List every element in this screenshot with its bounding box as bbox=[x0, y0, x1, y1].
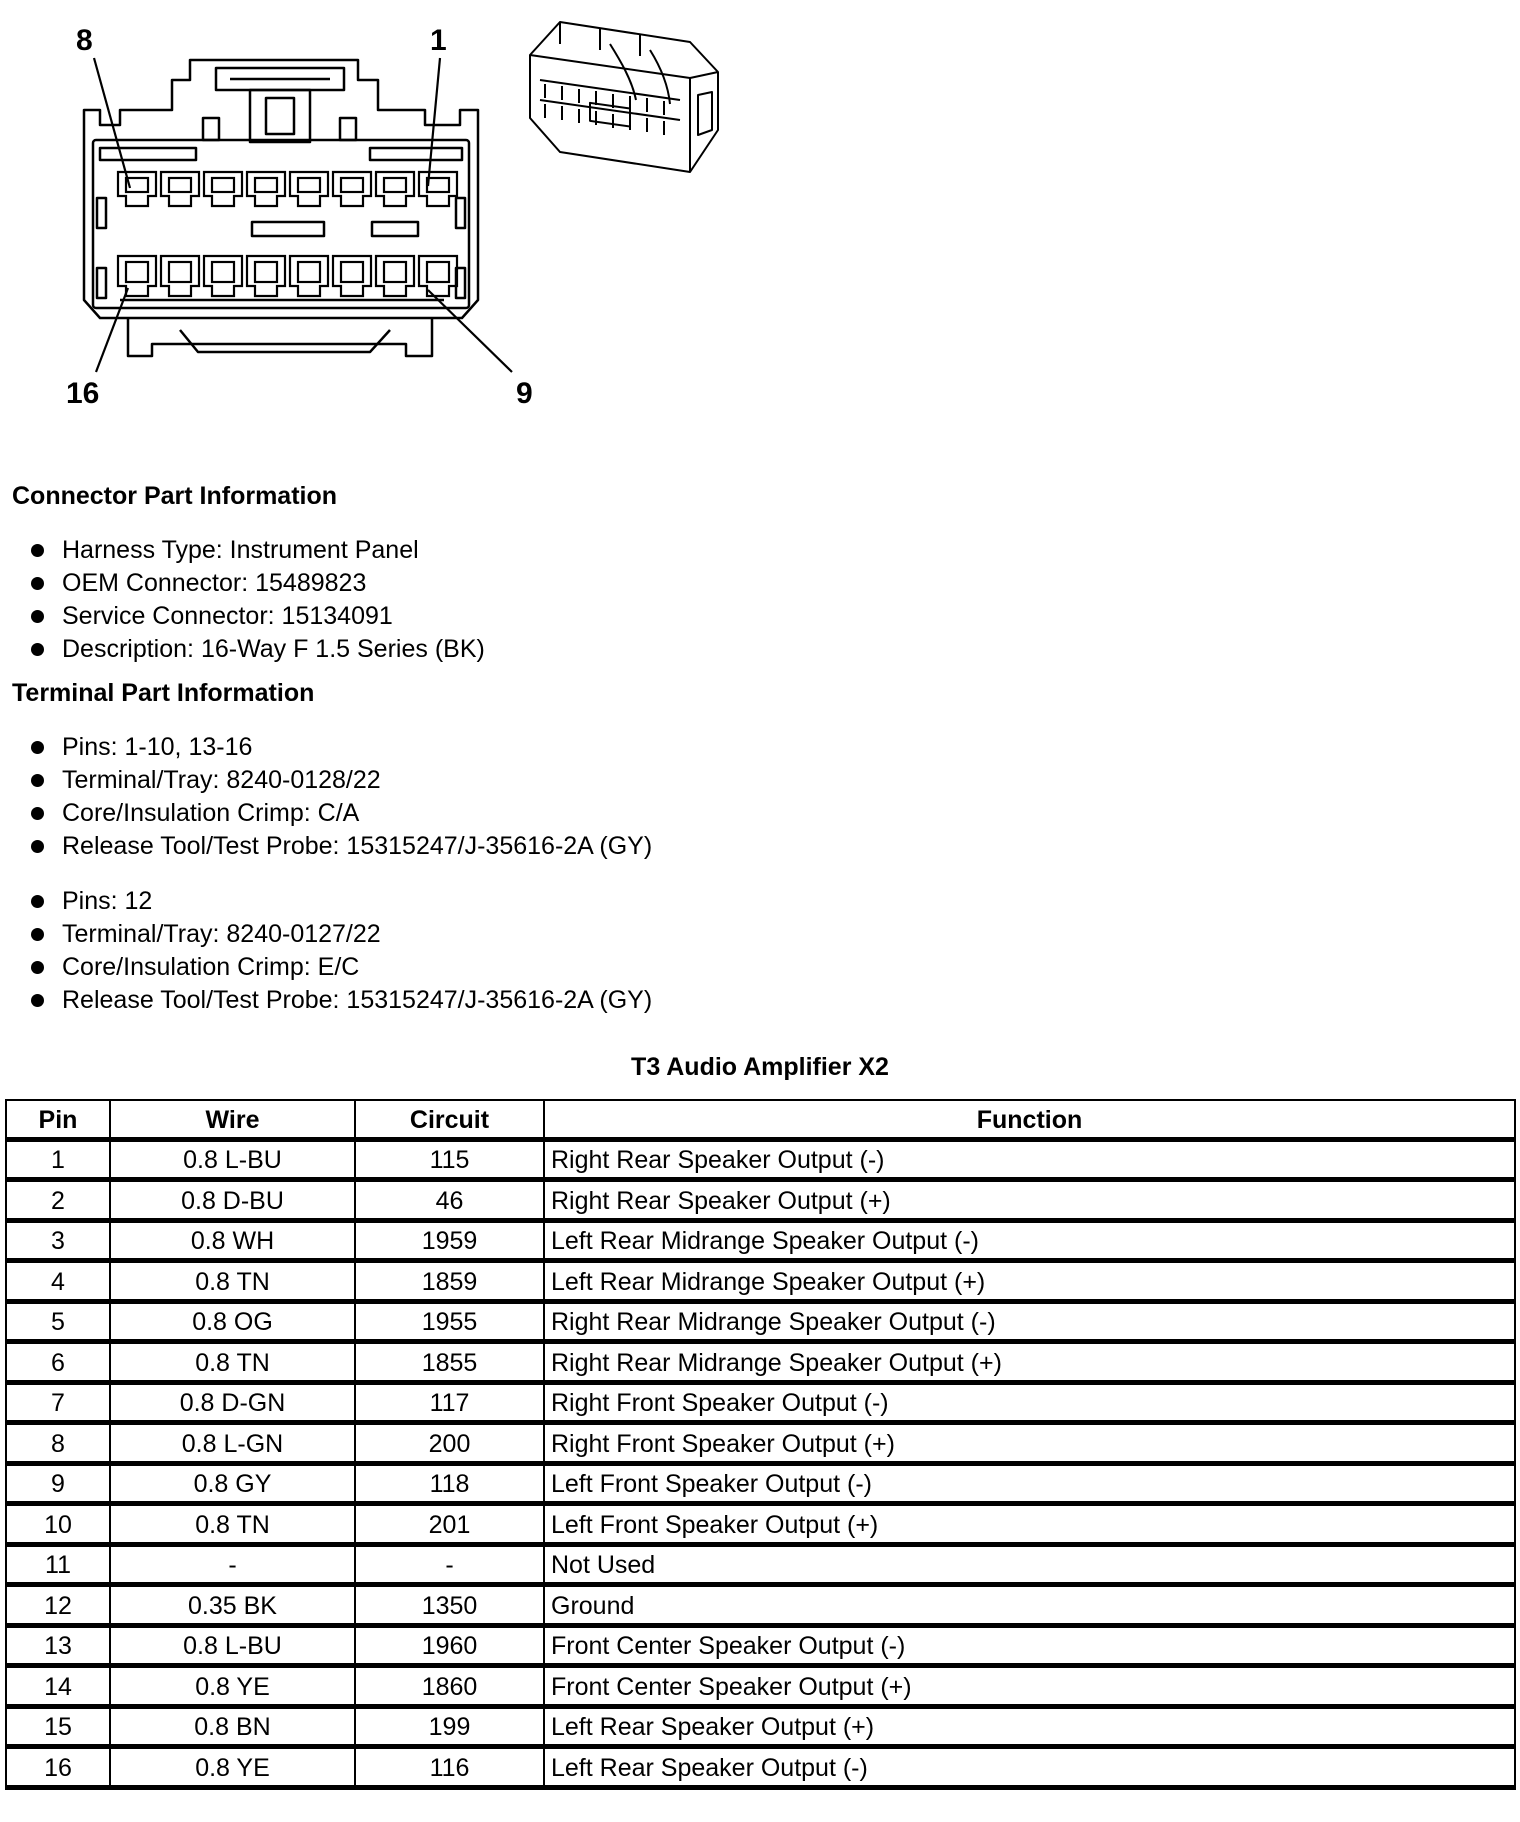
cell-circuit: 118 bbox=[355, 1465, 544, 1506]
cell-wire: 0.35 BK bbox=[110, 1586, 355, 1627]
cell-circuit: 116 bbox=[355, 1748, 544, 1789]
cell-pin: 1 bbox=[6, 1141, 110, 1182]
cell-circuit: 1350 bbox=[355, 1586, 544, 1627]
pin-label-8: 8 bbox=[76, 24, 93, 57]
cell-wire: 0.8 L-BU bbox=[110, 1141, 355, 1182]
cell-circuit: 1855 bbox=[355, 1343, 544, 1384]
table-row bbox=[6, 1627, 1515, 1668]
bullet-icon bbox=[31, 961, 44, 974]
cell-pin: 2 bbox=[6, 1181, 110, 1222]
cell-wire: 0.8 BN bbox=[110, 1708, 355, 1749]
table-header-row bbox=[6, 1100, 1515, 1141]
cell-wire: 0.8 YE bbox=[110, 1667, 355, 1708]
terminal-info-item: Terminal/Tray: 8240-0128/22 bbox=[28, 764, 652, 797]
terminal-cavity bbox=[204, 172, 242, 206]
terminal-cavity bbox=[161, 256, 199, 296]
bullet-icon bbox=[31, 994, 44, 1007]
connector-info-item: Description: 16-Way F 1.5 Series (BK) bbox=[28, 633, 485, 666]
cell-wire: 0.8 OG bbox=[110, 1303, 355, 1344]
terminal-cavity bbox=[419, 172, 457, 206]
cell-circuit: 46 bbox=[355, 1181, 544, 1222]
terminal-cavity bbox=[290, 256, 328, 296]
connector-info-list bbox=[28, 534, 485, 666]
terminal-cavity bbox=[118, 172, 156, 206]
connector-info-item: Harness Type: Instrument Panel bbox=[28, 534, 485, 567]
cell-pin: 7 bbox=[6, 1384, 110, 1425]
table-row bbox=[6, 1181, 1515, 1222]
table-row bbox=[6, 1141, 1515, 1182]
cell-wire: 0.8 YE bbox=[110, 1748, 355, 1789]
terminal-info-item: Core/Insulation Crimp: C/A bbox=[28, 797, 652, 830]
header-function: Function bbox=[544, 1100, 1515, 1141]
terminal-info-list-1 bbox=[28, 731, 652, 863]
bullet-icon bbox=[31, 895, 44, 908]
table-row bbox=[6, 1424, 1515, 1465]
bullet-icon bbox=[31, 774, 44, 787]
cell-circuit: 115 bbox=[355, 1141, 544, 1182]
pin-label-1: 1 bbox=[430, 24, 447, 57]
cell-pin: 4 bbox=[6, 1262, 110, 1303]
cell-circuit: 1859 bbox=[355, 1262, 544, 1303]
terminal-info-item: Pins: 1-10, 13-16 bbox=[28, 731, 652, 764]
table-row bbox=[6, 1343, 1515, 1384]
cell-pin: 14 bbox=[6, 1667, 110, 1708]
bullet-icon bbox=[31, 610, 44, 623]
header-circuit: Circuit bbox=[355, 1100, 544, 1141]
terminal-info-item: Pins: 12 bbox=[28, 885, 652, 918]
table-row bbox=[6, 1748, 1515, 1789]
bullet-icon bbox=[31, 544, 44, 557]
pin-label-9: 9 bbox=[516, 377, 533, 410]
connector-iso-view bbox=[530, 22, 718, 172]
cell-pin: 10 bbox=[6, 1505, 110, 1546]
cell-function: Left Rear Midrange Speaker Output (+) bbox=[544, 1262, 1515, 1303]
terminal-cavity bbox=[290, 172, 328, 206]
table-title: T3 Audio Amplifier X2 bbox=[631, 1053, 889, 1081]
cell-function: Not Used bbox=[544, 1546, 1515, 1587]
bullet-icon bbox=[31, 577, 44, 590]
cell-circuit: 201 bbox=[355, 1505, 544, 1546]
cell-pin: 9 bbox=[6, 1465, 110, 1506]
bullet-icon bbox=[31, 643, 44, 656]
cell-pin: 15 bbox=[6, 1708, 110, 1749]
cell-wire: 0.8 D-BU bbox=[110, 1181, 355, 1222]
terminal-info-title: Terminal Part Information bbox=[12, 679, 315, 707]
table-row bbox=[6, 1708, 1515, 1749]
terminal-cavity bbox=[247, 172, 285, 206]
cell-function: Left Front Speaker Output (-) bbox=[544, 1465, 1515, 1506]
cell-circuit: 199 bbox=[355, 1708, 544, 1749]
cell-function: Left Rear Speaker Output (+) bbox=[544, 1708, 1515, 1749]
bullet-icon bbox=[31, 741, 44, 754]
connector-diagram bbox=[0, 0, 760, 420]
pinout-table bbox=[5, 1099, 1516, 1790]
cell-wire: 0.8 TN bbox=[110, 1343, 355, 1384]
cell-pin: 3 bbox=[6, 1222, 110, 1263]
terminal-cavity bbox=[333, 172, 371, 206]
cell-circuit: 1959 bbox=[355, 1222, 544, 1263]
table-row bbox=[6, 1586, 1515, 1627]
cell-function: Left Front Speaker Output (+) bbox=[544, 1505, 1515, 1546]
terminal-info-item: Release Tool/Test Probe: 15315247/J-35616-2A (GY) bbox=[28, 830, 652, 863]
header-wire: Wire bbox=[110, 1100, 355, 1141]
cell-circuit: 200 bbox=[355, 1424, 544, 1465]
terminal-info-item: Terminal/Tray: 8240-0127/22 bbox=[28, 918, 652, 951]
terminal-cavity bbox=[376, 172, 414, 206]
header-pin: Pin bbox=[6, 1100, 110, 1141]
terminal-cavity bbox=[247, 256, 285, 296]
terminal-cavity bbox=[204, 256, 242, 296]
cell-pin: 11 bbox=[6, 1546, 110, 1587]
cell-pin: 13 bbox=[6, 1627, 110, 1668]
terminal-info-item: Core/Insulation Crimp: E/C bbox=[28, 951, 652, 984]
cell-pin: 5 bbox=[6, 1303, 110, 1344]
cell-pin: 16 bbox=[6, 1748, 110, 1789]
cell-circuit: 1960 bbox=[355, 1627, 544, 1668]
leader-line-pin-1 bbox=[428, 58, 440, 186]
cell-function: Right Rear Speaker Output (-) bbox=[544, 1141, 1515, 1182]
cell-wire: 0.8 L-BU bbox=[110, 1627, 355, 1668]
table-row bbox=[6, 1505, 1515, 1546]
connector-info-item: OEM Connector: 15489823 bbox=[28, 567, 485, 600]
table-row bbox=[6, 1465, 1515, 1506]
cell-wire: 0.8 D-GN bbox=[110, 1384, 355, 1425]
cell-pin: 8 bbox=[6, 1424, 110, 1465]
leader-line-pin-16 bbox=[96, 288, 128, 372]
cell-wire: 0.8 TN bbox=[110, 1262, 355, 1303]
connector-info-item: Service Connector: 15134091 bbox=[28, 600, 485, 633]
cell-wire: - bbox=[110, 1546, 355, 1587]
pin-label-16: 16 bbox=[66, 377, 100, 410]
table-row bbox=[6, 1546, 1515, 1587]
terminal-info-list-2 bbox=[28, 885, 652, 1017]
cell-pin: 6 bbox=[6, 1343, 110, 1384]
table-row bbox=[6, 1222, 1515, 1263]
table-row bbox=[6, 1303, 1515, 1344]
terminal-cavity bbox=[118, 256, 156, 296]
cell-function: Right Rear Speaker Output (+) bbox=[544, 1181, 1515, 1222]
cell-function: Right Rear Midrange Speaker Output (+) bbox=[544, 1343, 1515, 1384]
cell-pin: 12 bbox=[6, 1586, 110, 1627]
bullet-icon bbox=[31, 807, 44, 820]
terminal-cavity bbox=[333, 256, 371, 296]
terminal-cavity bbox=[376, 256, 414, 296]
cell-circuit: - bbox=[355, 1546, 544, 1587]
cell-function: Front Center Speaker Output (-) bbox=[544, 1627, 1515, 1668]
cell-wire: 0.8 GY bbox=[110, 1465, 355, 1506]
cell-circuit: 1955 bbox=[355, 1303, 544, 1344]
cell-wire: 0.8 TN bbox=[110, 1505, 355, 1546]
terminal-info-item: Release Tool/Test Probe: 15315247/J-35616-2A (GY) bbox=[28, 984, 652, 1017]
cell-function: Left Rear Speaker Output (-) bbox=[544, 1748, 1515, 1789]
cell-function: Left Rear Midrange Speaker Output (-) bbox=[544, 1222, 1515, 1263]
cell-function: Front Center Speaker Output (+) bbox=[544, 1667, 1515, 1708]
cell-function: Right Rear Midrange Speaker Output (-) bbox=[544, 1303, 1515, 1344]
bullet-icon bbox=[31, 840, 44, 853]
cell-function: Right Front Speaker Output (-) bbox=[544, 1384, 1515, 1425]
connector-face-drawing bbox=[0, 0, 760, 420]
cell-circuit: 1860 bbox=[355, 1667, 544, 1708]
table-row bbox=[6, 1667, 1515, 1708]
cell-wire: 0.8 WH bbox=[110, 1222, 355, 1263]
cell-function: Ground bbox=[544, 1586, 1515, 1627]
table-row bbox=[6, 1384, 1515, 1425]
terminal-cavity bbox=[161, 172, 199, 206]
terminal-cavity bbox=[419, 256, 457, 296]
cell-wire: 0.8 L-GN bbox=[110, 1424, 355, 1465]
cell-circuit: 117 bbox=[355, 1384, 544, 1425]
cell-function: Right Front Speaker Output (+) bbox=[544, 1424, 1515, 1465]
bullet-icon bbox=[31, 928, 44, 941]
connector-info-title: Connector Part Information bbox=[12, 482, 338, 510]
table-row bbox=[6, 1262, 1515, 1303]
